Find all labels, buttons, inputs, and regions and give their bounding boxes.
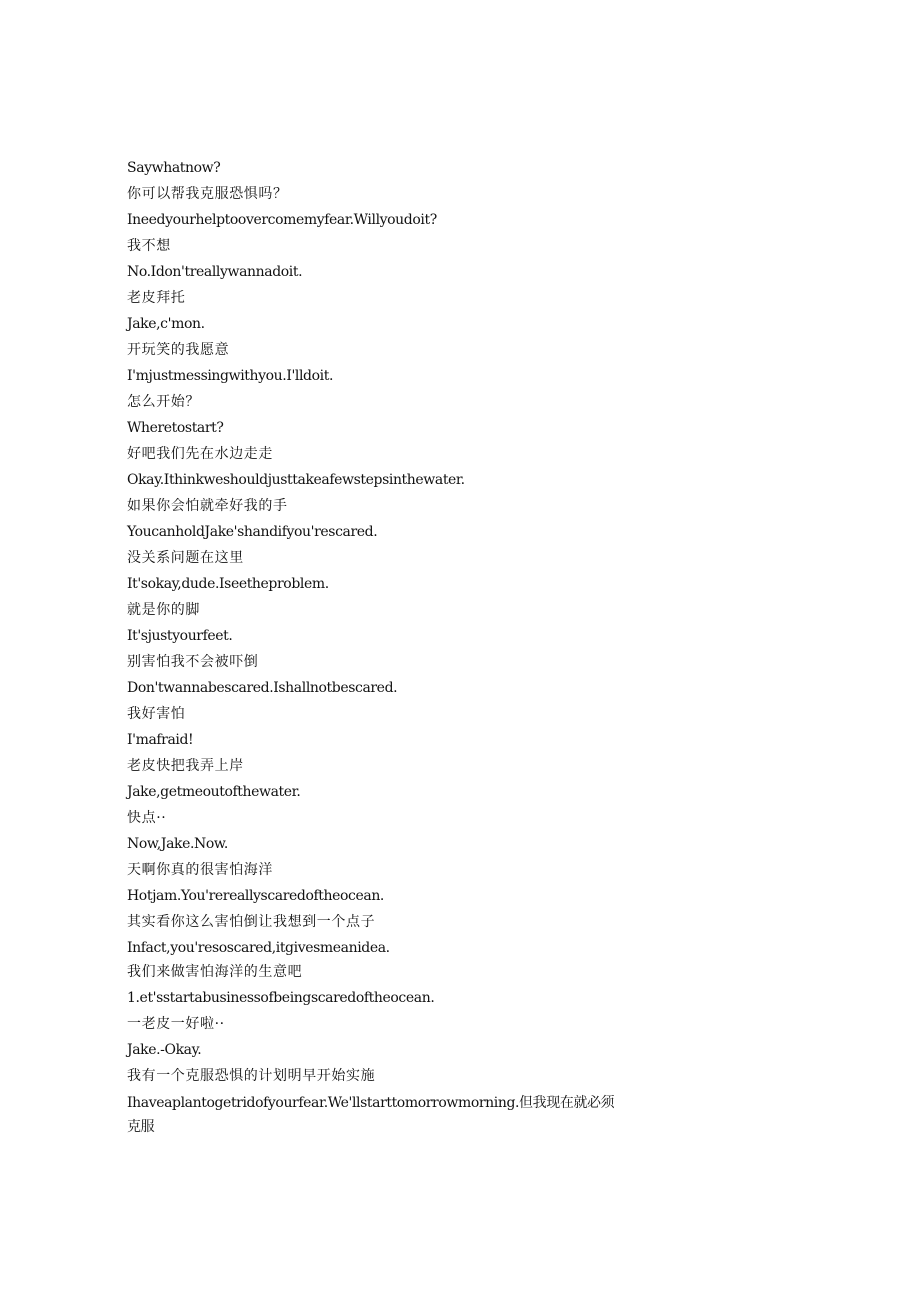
transcript-line: Jake.-Okay. — [127, 1042, 202, 1058]
transcript-line: Saywhatnow? — [127, 160, 221, 176]
transcript-line: 一老皮一好啦·· — [127, 1016, 225, 1032]
transcript-line: Ineedyourhelptoovercomemyfear.Willyoudoit? — [127, 212, 437, 228]
transcript-line: 我不想 — [127, 238, 171, 254]
transcript-line: 怎么开始？ — [127, 394, 200, 410]
transcript-line: 就是你的脚 — [127, 602, 200, 618]
transcript-line: Ihaveaplantogetridofyourfear.We'llstarttomorrowmorning.但我现在就必须克服 — [127, 1095, 615, 1135]
transcript-line: 好吧我们先在水边走走 — [127, 446, 273, 462]
transcript-line: 快点·· — [127, 810, 167, 826]
transcript-line: Jake,c'mon. — [127, 316, 205, 332]
transcript-line: YoucanholdJake'shandifyou'rescared. — [127, 524, 378, 540]
transcript-line: 我有一个克服恐惧的计划明早开始实施 — [127, 1068, 376, 1084]
transcript-line: 我好害怕 — [127, 706, 186, 722]
transcript-line: Wheretostart? — [127, 420, 224, 436]
transcript-line: Okay.Ithinkweshouldjusttakeafewstepsinthewater. — [127, 472, 465, 488]
transcript-line: I'mjustmessingwithyou.I'lldoit. — [127, 368, 333, 384]
transcript-line: Infact,you'resoscared,itgivesmeanidea. — [127, 940, 390, 956]
transcript-line: 别害怕我不会被吓倒 — [127, 654, 259, 670]
transcript-line: 开玩笑的我愿意 — [127, 342, 230, 358]
transcript-body — [127, 157, 647, 1139]
transcript-line: 老皮快把我弄上岸 — [127, 758, 244, 774]
transcript-line: Now,Jake.Now. — [127, 836, 228, 852]
transcript-line: 没关系问题在这里 — [127, 550, 244, 566]
transcript-line: 天啊你真的很害怕海洋 — [127, 862, 273, 878]
transcript-line: Hotjam.You'rereallyscaredoftheocean. — [127, 888, 384, 904]
transcript-line: Don'twannabescared.Ishallnotbescared. — [127, 680, 398, 696]
transcript-line: No.Idon'treallywannadoit. — [127, 264, 303, 280]
transcript-line: 老皮拜托 — [127, 290, 186, 306]
transcript-line: Jake,getmeoutofthewater. — [127, 784, 301, 800]
transcript-line: I'mafraid! — [127, 732, 194, 748]
transcript-line: 你可以帮我克服恐惧吗？ — [127, 186, 288, 202]
transcript-line: 我们来做害怕海洋的生意吧 — [127, 964, 303, 980]
transcript-line: 1.et'sstartabusinessofbeingscaredoftheocean. — [127, 990, 435, 1006]
transcript-line: 其实看你这么害怕倒让我想到一个点子 — [127, 914, 376, 930]
transcript-line: It'sjustyourfeet. — [127, 628, 233, 644]
transcript-line: 如果你会怕就牵好我的手 — [127, 498, 288, 514]
transcript-line: It'sokay,dude.Iseetheproblem. — [127, 576, 329, 592]
